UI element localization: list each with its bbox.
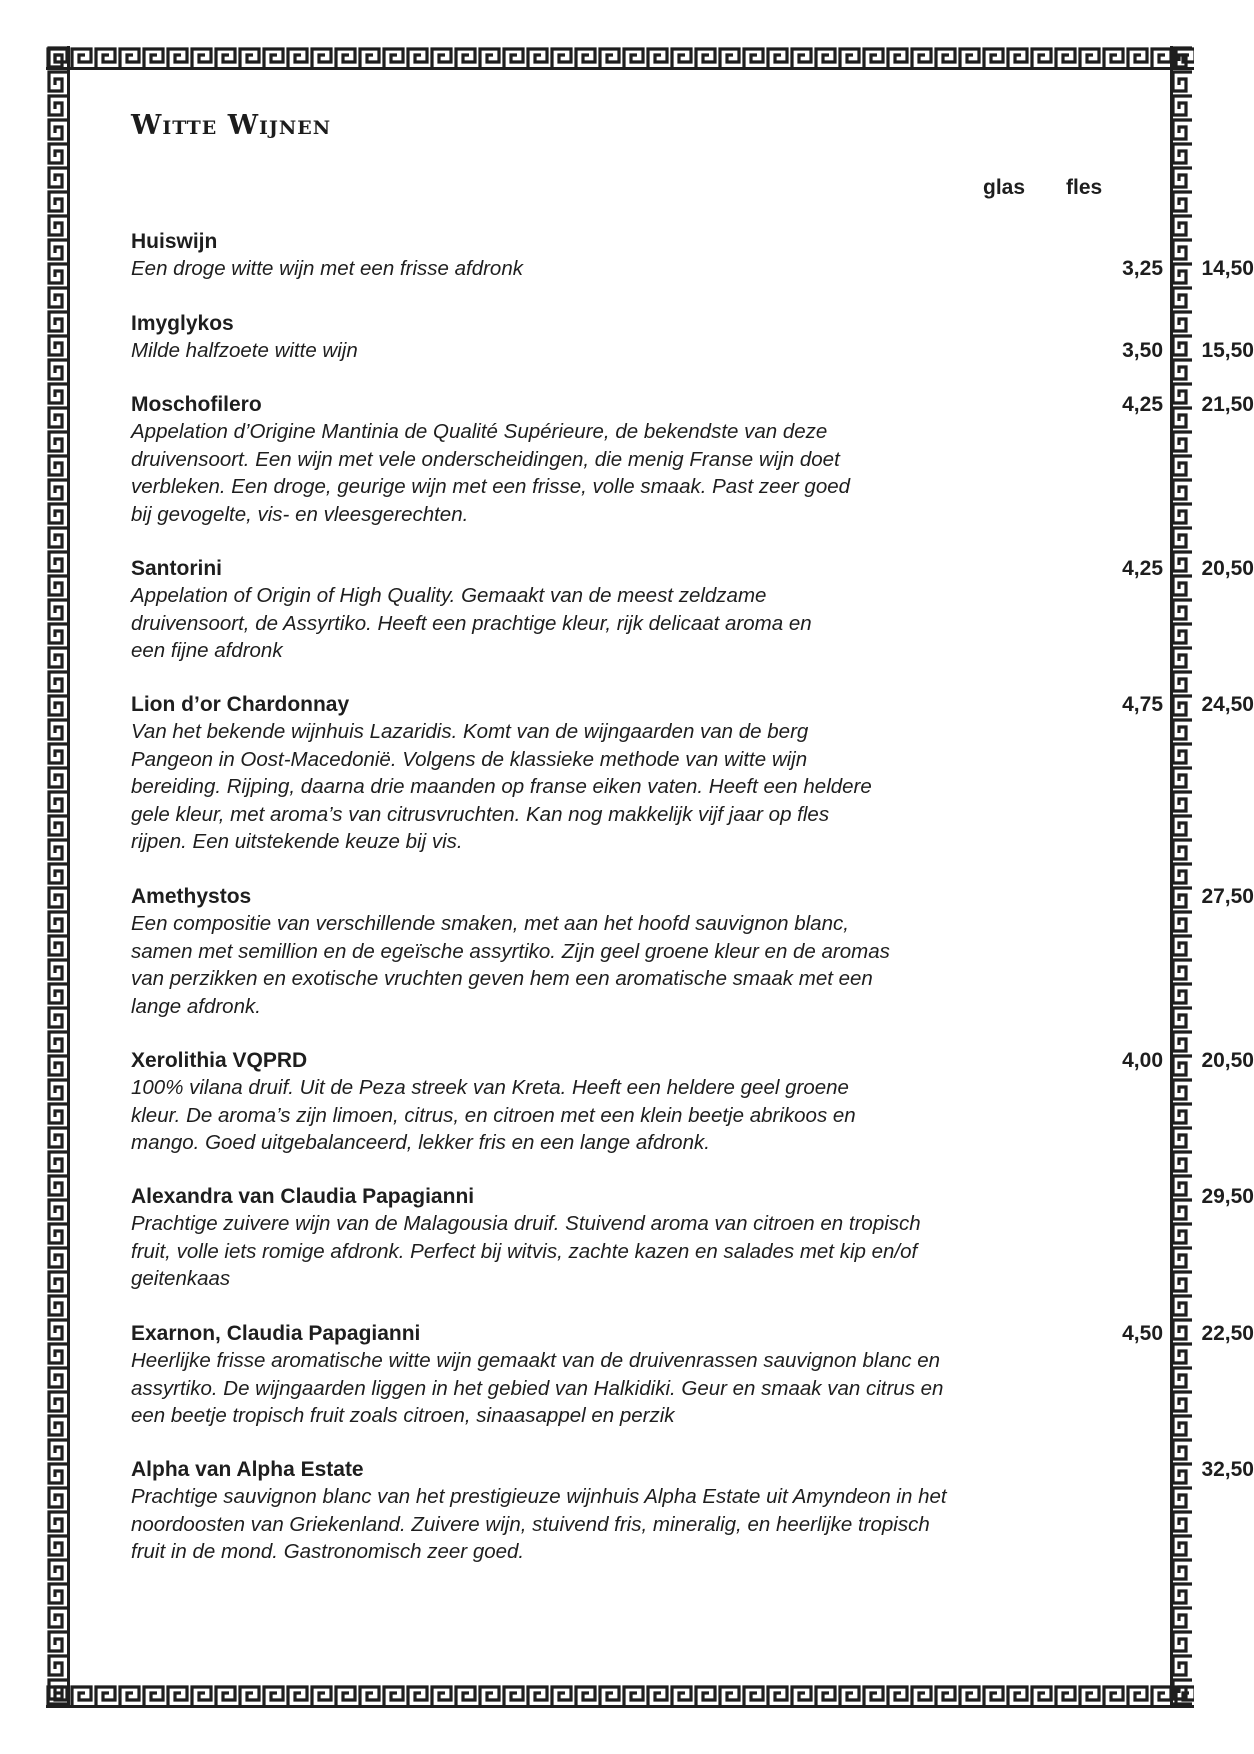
price-fles: 21,50 [1201, 393, 1254, 416]
column-header-fles: fles [1066, 176, 1103, 199]
price-fles: 20,50 [1201, 557, 1254, 580]
price-fles: 24,50 [1201, 693, 1254, 716]
price-fles: 14,50 [1201, 257, 1254, 280]
wine-name: Exarnon, Claudia Papagianni [131, 1322, 421, 1345]
wine-description: Een droge witte wijn met een frisse afdronk [131, 257, 523, 280]
wine-description: Appelation d’Origine Mantinia de Qualité Supérieure, de bekendste van deze druivensoort. Een wijn met vele onderscheidingen, die menig Franse wijn doet verbleken. Een droge, geurige wijn met een frisse, volle smaak. Past zeer goed bij gevogelte, vis- en vleesgerechten. [131, 420, 851, 526]
price-glas: 4,25 [1122, 557, 1163, 580]
column-header-glas: glas [983, 176, 1026, 199]
wine-description: 100% vilana druif. Uit de Peza streek van Kreta. Heeft een heldere geel groene kleur. De aroma’s zijn limoen, citrus, en citroen met een klein beetje abrikoos en mango. Goed uitgebalanceerd, lekker fris en een lange afdronk. [131, 1076, 856, 1154]
wine-item [131, 691, 1254, 856]
price-glas: 4,25 [1122, 393, 1163, 416]
wine-name: Alpha van Alpha Estate [131, 1458, 364, 1481]
wine-name: Amethystos [131, 885, 252, 908]
price-glas: 4,50 [1122, 1322, 1163, 1345]
wine-name: Moschofilero [131, 393, 262, 416]
wine-item [131, 1456, 1254, 1566]
price-glas: 3,25 [1122, 257, 1163, 280]
wine-name: Xerolithia VQPRD [131, 1049, 308, 1072]
wine-description: Van het bekende wijnhuis Lazaridis. Komt van de wijngaarden van de berg Pangeon in Oost-Macedonië. Volgens de klassieke methode van witte wijn bereiding. Rijping, daarna drie maanden op franse eiken vaten. Heeft een heldere gele kleur, met aroma’s van citrusvruchten. Kan nog makkelijk vijf jaar op fles rijpen. Een uitstekende keuze bij vis. [131, 720, 872, 853]
wine-item [131, 391, 1254, 528]
wine-name: Santorini [131, 557, 223, 580]
price-fles: 15,50 [1201, 339, 1254, 362]
wine-item [131, 555, 1254, 665]
wine-item [131, 310, 1254, 365]
price-fles: 29,50 [1201, 1185, 1254, 1208]
wine-description: Prachtige sauvignon blanc van het prestigieuze wijnhuis Alpha Estate uit Amyndeon in het noordoosten van Griekenland. Zuivere wijn, stuivend fris, mineralig, en heerlijke tropisch fruit in de mond. Gastronomisch zeer goed. [131, 1485, 947, 1563]
border-top [46, 46, 1194, 70]
wine-description: Milde halfzoete witte wijn [131, 339, 358, 362]
wine-name: Lion d’or Chardonnay [131, 693, 350, 716]
price-glas: 4,00 [1122, 1049, 1163, 1072]
price-fles: 22,50 [1201, 1322, 1254, 1345]
wine-item [131, 1320, 1254, 1430]
page-title: Witte Wijnen [131, 110, 332, 141]
wine-item [131, 883, 1254, 1020]
wine-name: Imyglykos [131, 312, 234, 335]
wine-description: Heerlijke frisse aromatische witte wijn gemaakt van de druivenrassen sauvignon blanc en assyrtiko. De wijngaarden liggen in het gebied van Halkidiki. Geur en smaak van citrus en een beetje tropisch fruit zoals citroen, sinaasappel en perzik [131, 1349, 944, 1427]
wine-item [131, 228, 1254, 283]
wine-description: Een compositie van verschillende smaken, met aan het hoofd sauvignon blanc, samen met semillion en de egeïsche assyrtiko. Zijn geel groene kleur en de aromas van perzikken en exotische vruchten geven hem een aromatische smaak met een lange afdronk. [131, 912, 890, 1018]
wine-name: Huiswijn [131, 230, 218, 253]
border-left [46, 46, 70, 1708]
price-glas: 3,50 [1122, 339, 1163, 362]
border-bottom [46, 1684, 1194, 1708]
wine-description: Prachtige zuivere wijn van de Malagousia druif. Stuivend aroma van citroen en tropisch fruit, volle iets romige afdronk. Perfect bij witvis, zachte kazen en salades met kip en/of geitenkaas [131, 1212, 921, 1290]
price-glas: 4,75 [1122, 693, 1163, 716]
price-fles: 27,50 [1201, 885, 1254, 908]
price-fles: 20,50 [1201, 1049, 1254, 1072]
price-fles: 32,50 [1201, 1458, 1254, 1481]
wine-item [131, 1183, 1254, 1293]
wine-description: Appelation of Origin of High Quality. Gemaakt van de meest zeldzame druivensoort, de Assyrtiko. Heeft een prachtige kleur, rijk delicaat aroma en een fijne afdronk [131, 584, 812, 662]
wine-item [131, 1047, 1254, 1157]
wine-name: Alexandra van Claudia Papagianni [131, 1185, 475, 1208]
